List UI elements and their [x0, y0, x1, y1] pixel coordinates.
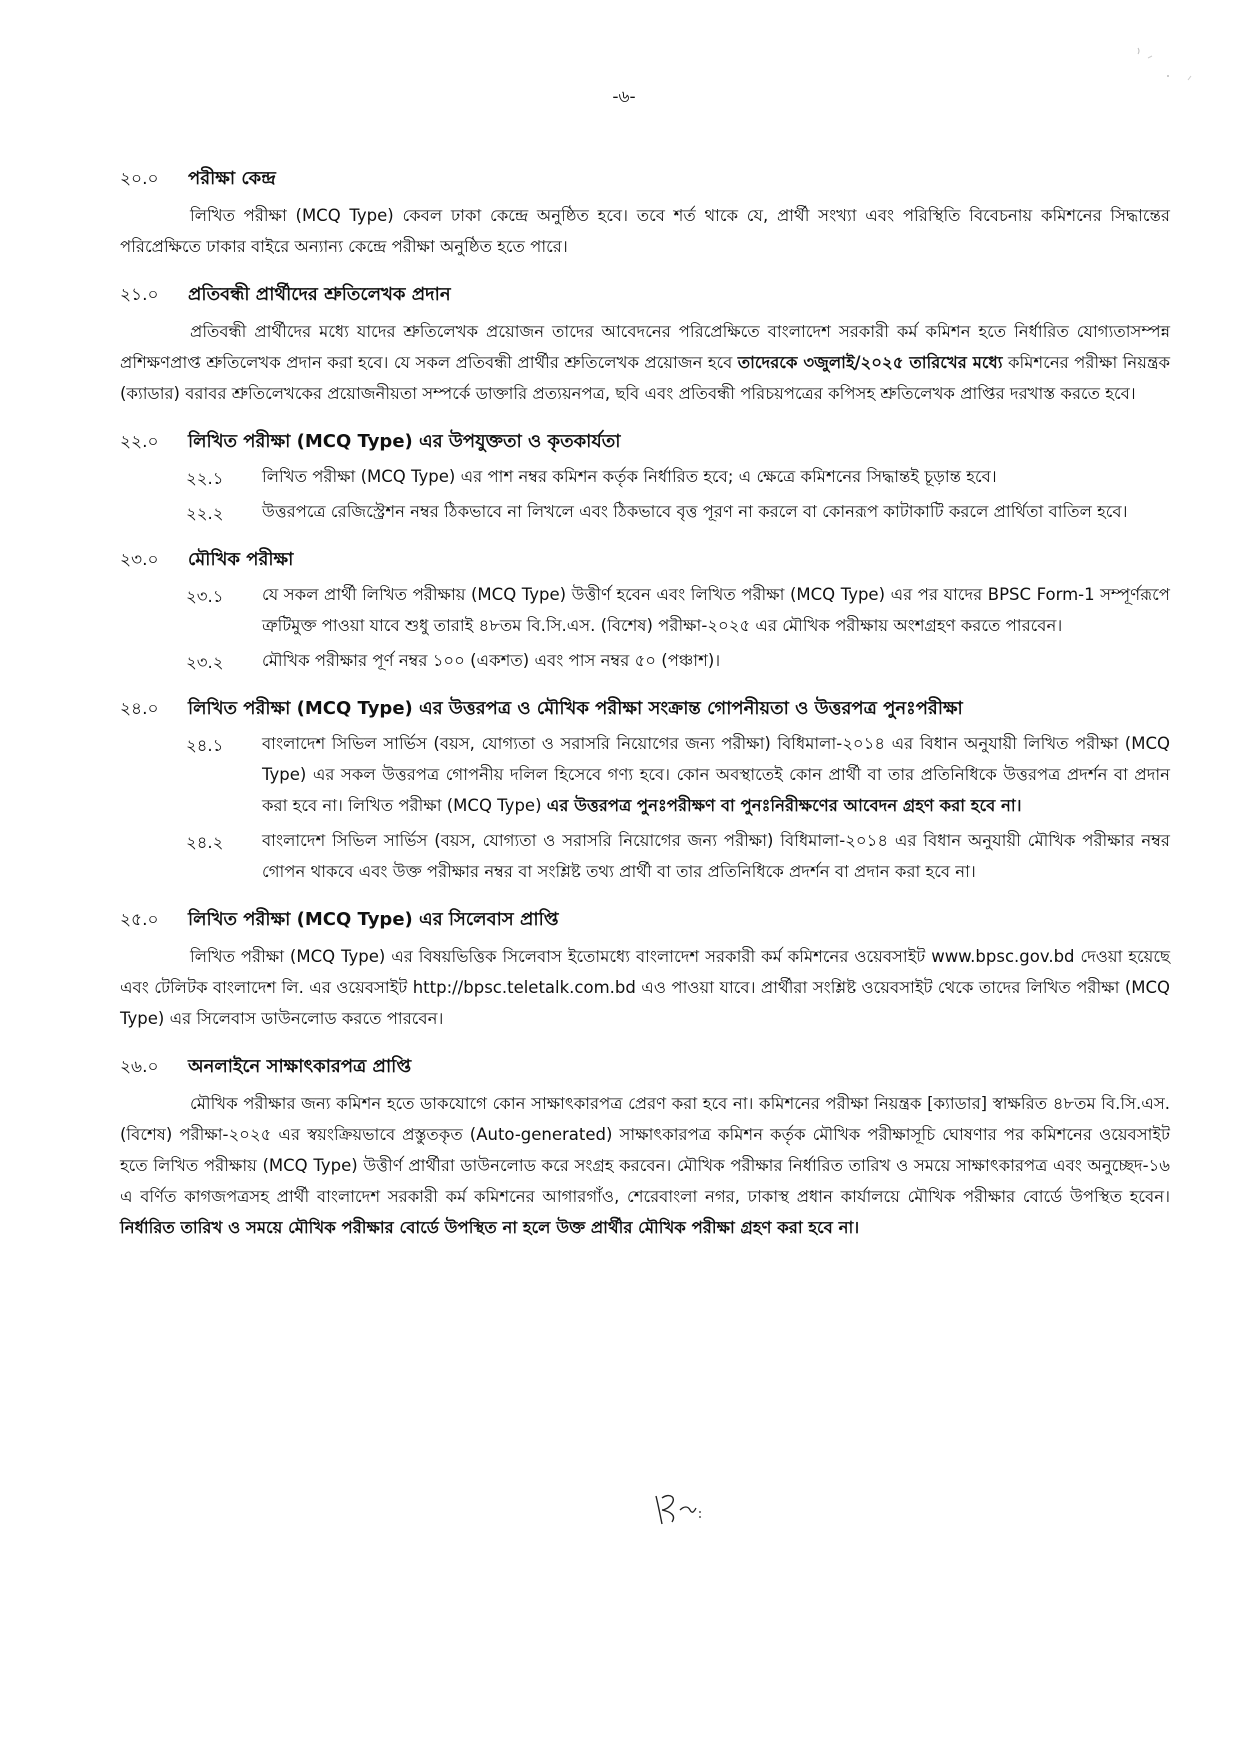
section-paragraph	[120, 1088, 1170, 1243]
section-title: প্রতিবন্ধী প্রার্থীদের শ্রুতিলেখক প্রদান	[188, 284, 451, 305]
section-title: লিখিত পরীক্ষা (MCQ Type) এর উত্তরপত্র ও মৌখিক পরীক্ষা সংক্রান্ত গোপনীয়তা ও উত্তরপত্র পুনঃপরীক্ষা	[188, 698, 963, 719]
subsection-24-2	[0, 825, 1170, 887]
paragraph-emphasis: তাদেরকে ৩জুলাই/২০২৫ তারিখের মধ্যে	[737, 353, 1003, 372]
section-24	[0, 690, 1248, 887]
section-20	[0, 160, 1248, 262]
section-title: লিখিত পরীক্ষা (MCQ Type) এর সিলেবাস প্রাপ্তি	[188, 909, 559, 930]
section-26	[0, 1048, 1248, 1243]
section-number: ২১.০	[120, 285, 159, 305]
paragraph-text: মৌখিক পরীক্ষার জন্য কমিশন হতে ডাকযোগে কোন সাক্ষাৎকারপত্র প্রেরণ করা হবে না। কমিশনের পরীক্ষা নিয়ন্ত্রক [ক্যাডার] স্বাক্ষরিত ৪৮তম বি.সি.এস. (বিশেষ) পরীক্ষা-২০২৫ এর স্বয়ংক্রিয়ভাবে প্রস্তুতকৃত (Auto-generated) সাক্ষাৎকারপত্র কমিশন কর্তৃক মৌখিক পরীক্ষাসূচি ঘোষণার পর কমিশনের ওয়েবসাইট হতে লিখিত পরীক্ষায় (MCQ Type) উত্তীর্ণ প্রার্থীরা ডাউনলোড করে সংগ্রহ করবেন। মৌখিক পরীক্ষার নির্ধারিত তারিখ ও সময়ে সাক্ষাৎকারপত্র এবং অনুচ্ছেদ-১৬ এ বর্ণিত কাগজপত্রসহ প্রার্থী বাংলাদেশ সরকারী কর্ম কমিশনের আগারগাঁও, শেরেবাংলা নগর, ঢাকাস্থ প্রধান কার্যালয়ে মৌখিক পরীক্ষার বোর্ডে উপস্থিত হবেন।	[120, 1094, 1170, 1206]
section-23	[0, 541, 1248, 676]
subsection-emphasis: এর উত্তরপত্র পুনঃপরীক্ষণ বা পুনঃনিরীক্ষণের আবেদন গ্রহণ করা হবে না।	[546, 796, 1022, 815]
section-heading	[0, 1048, 1248, 1082]
subsection-24-1	[0, 728, 1170, 821]
subsection-number: ২৩.১	[186, 587, 224, 606]
section-paragraph	[120, 316, 1170, 409]
section-heading	[0, 541, 1248, 575]
section-heading	[0, 690, 1248, 724]
subsection-22-1	[0, 461, 1170, 492]
section-paragraph: লিখিত পরীক্ষা (MCQ Type) কেবল ঢাকা কেন্দ্রে অনুষ্ঠিত হবে। তবে শর্ত থাকে যে, প্রার্থী সংখ্যা এবং পরিস্থিতি বিবেচনায় কমিশনের সিদ্ধান্তের পরিপ্রেক্ষিতে ঢাকার বাইরে অন্যান্য কেন্দ্রে পরীক্ষা অনুষ্ঠিত হতে পারে।	[120, 206, 1170, 256]
subsection-23-1	[0, 579, 1170, 641]
section-heading	[0, 423, 1248, 457]
section-heading	[0, 160, 1248, 194]
section-22	[0, 423, 1248, 527]
subsection-text: বাংলাদেশ সিভিল সার্ভিস (বয়স, যোগ্যতা ও সরাসরি নিয়োগের জন্য পরীক্ষা) বিধিমালা-২০১৪ এর বিধান অনুযায়ী মৌখিক পরীক্ষার নম্বর গোপন থাকবে এবং উক্ত পরীক্ষার নম্বর বা সংশ্লিষ্ট তথ্য প্রার্থী বা তার প্রতিনিধিকে প্রদর্শন বা প্রদান করা হবে না।	[262, 831, 1170, 881]
subsection-number: ২৪.১	[186, 736, 224, 755]
subsection-text: লিখিত পরীক্ষা (MCQ Type) এর পাশ নম্বর কমিশন কর্তৃক নির্ধারিত হবে; এ ক্ষেত্রে কমিশনের সিদ্ধান্তই চূড়ান্ত হবে।	[262, 467, 997, 486]
subsection-22-2	[0, 496, 1170, 527]
paragraph-text: প্রতিবন্ধী প্রার্থীদের মধ্যে যাদের শ্রুতিলেখক প্রয়োজন তাদের আবেদনের পরিপ্রেক্ষিতে বাংলাদেশ সরকারী কর্ম কমিশন হতে নির্ধারিত যোগ্যতাসম্পন্ন প্রশিক্ষণপ্রাপ্ত শ্রুতিলেখক প্রদান করা হবে। যে সকল প্রতিবন্ধী প্রার্থীর শ্রুতিলেখক প্রয়োজন হবে	[120, 322, 1170, 372]
section-number: ২৫.০	[120, 910, 159, 930]
subsection-number: ২৪.২	[186, 833, 224, 852]
section-title: অনলাইনে সাক্ষাৎকারপত্র প্রাপ্তি	[188, 1056, 412, 1077]
section-title: লিখিত পরীক্ষা (MCQ Type) এর উপযুক্ততা ও কৃতকার্যতা	[188, 431, 621, 452]
paragraph-text: কমিশনের পরীক্ষা নিয়ন্ত্রক (ক্যাডার) বরাবর শ্রুতিলেখকের প্রয়োজনীয়তা সম্পর্কে ডাক্তারি প্রত্যয়নপত্র, ছবি এবং প্রতিবন্ধী পরিচয়পত্রের কপিসহ শ্রুতিলেখক প্রাপ্তির দরখাস্ত করতে হবে।	[120, 353, 1170, 403]
section-title: পরীক্ষা কেন্দ্র	[188, 168, 276, 189]
section-21	[0, 276, 1248, 409]
section-heading	[0, 901, 1248, 935]
section-number: ২৪.০	[120, 699, 159, 719]
sections	[0, 160, 1248, 1243]
subsection-23-2	[0, 645, 1170, 676]
section-heading	[0, 276, 1248, 310]
section-25	[0, 901, 1248, 1034]
subsection-number: ২২.১	[186, 469, 224, 488]
subsection-text: বাংলাদেশ সিভিল সার্ভিস (বয়স, যোগ্যতা ও সরাসরি নিয়োগের জন্য পরীক্ষা) বিধিমালা-২০১৪ এর বিধান অনুযায়ী লিখিত পরীক্ষা (MCQ Type) এর সকল উত্তরপত্র গোপনীয় দলিল হিসেবে গণ্য হবে। কোন অবস্থাতেই কোন প্রার্থী বা তার প্রতিনিধিকে উত্তরপত্র প্রদর্শন বা প্রদান করা হবে না। লিখিত পরীক্ষা (MCQ Type)	[262, 734, 1170, 815]
subsection-text: মৌখিক পরীক্ষার পূর্ণ নম্বর ১০০ (একশত) এবং পাস নম্বর ৫০ (পঞ্চাশ)।	[262, 651, 721, 670]
subsection-text: যে সকল প্রার্থী লিখিত পরীক্ষায় (MCQ Type) উত্তীর্ণ হবেন এবং লিখিত পরীক্ষা (MCQ Type) এর পর যাদের BPSC Form-1 সম্পূর্ণরূপে ত্রুটিমুক্ত পাওয়া যাবে শুধু তারাই ৪৮তম বি.সি.এস. (বিশেষ) পরীক্ষা-২০২৫ এর মৌখিক পরীক্ষায় অংশগ্রহণ করতে পারবেন।	[262, 585, 1170, 635]
section-title: মৌখিক পরীক্ষা	[188, 549, 294, 570]
subsection-number: ২২.২	[186, 504, 224, 523]
handwritten-signature	[650, 1490, 710, 1530]
subsection-text: উত্তরপত্রে রেজিস্ট্রেশন নম্বর ঠিকভাবে না লিখলে এবং ঠিকভাবে বৃত্ত পূরণ না করলে বা কোনরূপ কাটাকাটি করলে প্রার্থিতা বাতিল হবে।	[262, 502, 1128, 521]
section-number: ২২.০	[120, 432, 159, 452]
paragraph-emphasis: নির্ধারিত তারিখ ও সময়ে মৌখিক পরীক্ষার বোর্ডে উপস্থিত না হলে উক্ত প্রার্থীর মৌখিক পরীক্ষা গ্রহণ করা হবে না।	[120, 1218, 860, 1237]
section-number: ২৬.০	[120, 1057, 159, 1077]
section-number: ২৩.০	[120, 550, 159, 570]
section-number: ২০.০	[120, 169, 159, 189]
section-paragraph: লিখিত পরীক্ষা (MCQ Type) এর বিষয়ভিত্তিক সিলেবাস ইতোমধ্যে বাংলাদেশ সরকারী কর্ম কমিশনের ওয়েবসাইট www.bpsc.gov.bd দেওয়া হয়েছে এবং টেলিটক বাংলাদেশ লি. এর ওয়েবসাইট http://bpsc.teletalk.com.bd এও পাওয়া যাবে। প্রার্থীরা সংশ্লিষ্ট ওয়েবসাইট থেকে তাদের লিখিত পরীক্ষা (MCQ Type) এর সিলেবাস ডাউনলোড করতে পারবেন।	[120, 947, 1170, 1028]
subsection-number: ২৩.২	[186, 653, 224, 672]
page-number: -৬-	[612, 87, 636, 107]
